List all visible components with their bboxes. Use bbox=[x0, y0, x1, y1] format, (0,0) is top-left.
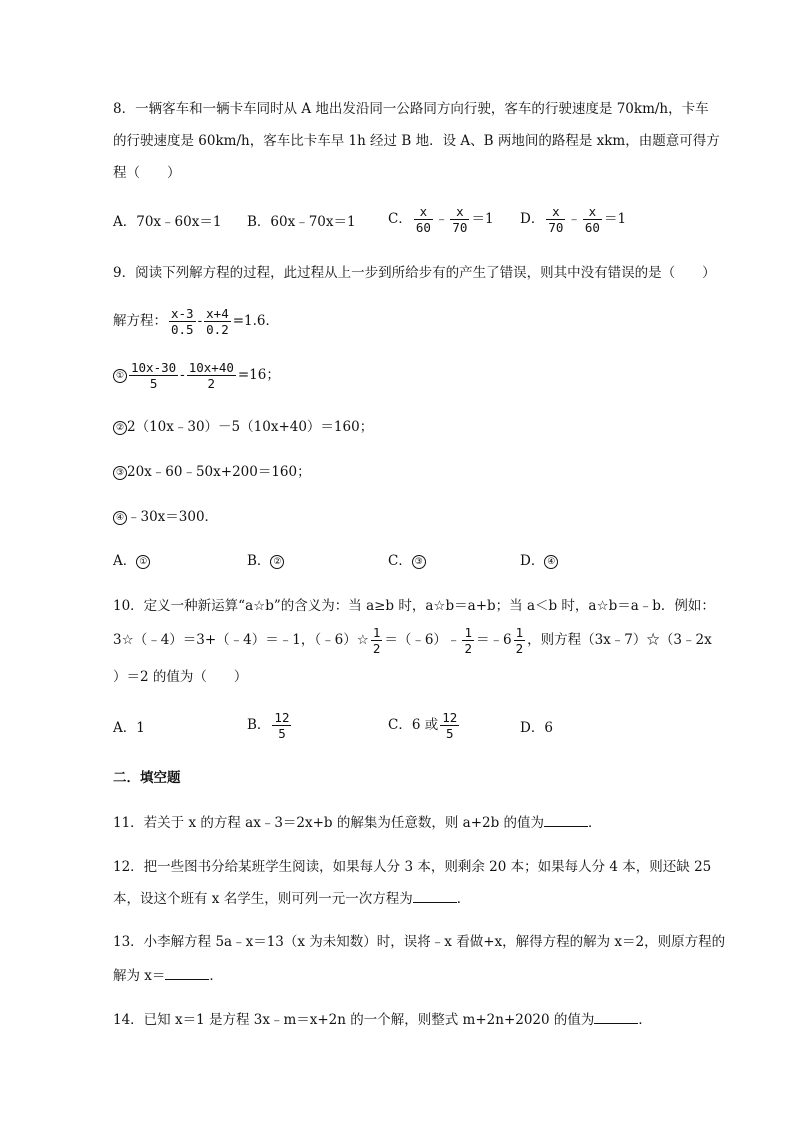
numerator: x bbox=[546, 204, 565, 220]
q14 bbox=[113, 1009, 652, 1030]
q10-line2-part-b: ＝（﹣6）﹣ bbox=[384, 632, 461, 648]
q10-line2-part-d: ，则方程（3x﹣7）☆（3﹣2x bbox=[527, 632, 712, 648]
numerator: x bbox=[583, 204, 602, 220]
q9-step2 bbox=[113, 417, 373, 437]
q9-frac2 bbox=[204, 306, 231, 337]
q10-line2 bbox=[113, 625, 712, 656]
q14-end: ． bbox=[638, 1012, 652, 1028]
minus-sign: ﹣ bbox=[567, 211, 581, 227]
q12-line1: 12．把一些图书分给某班学生阅读，如果每人分 3 本，则剩余 20 本；如果每人分 4 本，则还缺 25 bbox=[113, 859, 712, 875]
q8-option-d bbox=[520, 204, 626, 235]
q8-option-c-frac2 bbox=[450, 204, 469, 235]
q9-rhs: =1.6． bbox=[232, 313, 279, 329]
answer-blank[interactable] bbox=[544, 812, 588, 827]
numerator: 10x+40 bbox=[188, 360, 234, 375]
q14-text: 14．已知 x＝1 是方程 3x﹣m＝x+2n 的一个解，则整式 m+2n+2020 的值为 bbox=[113, 1012, 595, 1028]
numerator: 12 bbox=[442, 710, 458, 725]
q8-option-c bbox=[388, 204, 494, 235]
q9-solve-label: 解方程： bbox=[113, 313, 167, 329]
q10-option-b bbox=[247, 710, 293, 741]
denominator: 70 bbox=[452, 220, 468, 235]
denominator: 60 bbox=[415, 220, 431, 235]
q9-option-a bbox=[113, 551, 150, 571]
q12-text: 本，设这个班有 x 名学生，则可列一元一次方程为 bbox=[113, 891, 413, 907]
q13-line1: 13．小李解方程 5a﹣x＝13（x 为未知数）时，误将﹣x 看做+x，解得方程的解为 x＝2，则原方程的 bbox=[113, 934, 726, 950]
option-label: B． bbox=[247, 717, 271, 733]
one-half-fraction bbox=[514, 625, 526, 656]
q8-line2: 的行驶速度是 60km/h，客车比卡车早 1h 经过 B 地．设 A、B 两地间的路程是 xkm，由题意可得方 bbox=[113, 133, 720, 149]
denominator: 0.5 bbox=[171, 322, 194, 337]
q12-end: ． bbox=[456, 891, 471, 907]
q11 bbox=[113, 812, 602, 833]
q9-step1-frac1 bbox=[129, 360, 178, 391]
denominator: 2 bbox=[464, 641, 472, 656]
denominator: 2 bbox=[207, 376, 216, 391]
q10-line3: ）＝2 的值为（ ） bbox=[113, 669, 248, 685]
q10-option-b-frac bbox=[272, 710, 291, 741]
numerator: x-3 bbox=[171, 306, 194, 321]
q10-line1: 10．定义一种新运算“a☆b”的含义为：当 a≥b 时，a☆b＝a+b；当 a＜b 时，a☆b＝a﹣b．例如： bbox=[113, 598, 715, 614]
step-number-1-icon: ① bbox=[136, 555, 150, 569]
q9-step4 bbox=[113, 507, 218, 527]
q9-step3-text: 20x﹣60﹣50x+200＝160； bbox=[127, 464, 311, 480]
q9-equation bbox=[113, 306, 279, 337]
numerator: x bbox=[414, 204, 433, 220]
q10-line2-part-a: 3☆（﹣4）＝3+（﹣4）＝﹣1，（﹣6）☆ bbox=[113, 632, 369, 648]
section-heading: 二．填空题 bbox=[113, 770, 181, 786]
denominator: 2 bbox=[515, 641, 524, 656]
denominator: 5 bbox=[445, 726, 454, 741]
step-number-4-icon: ④ bbox=[113, 511, 127, 525]
option-label: C． bbox=[388, 553, 412, 569]
q10-option-c bbox=[388, 710, 461, 741]
q10-line2-part-c: ＝﹣6 bbox=[475, 632, 512, 648]
q10-option-c-frac bbox=[440, 710, 459, 741]
step-number-3-icon: ③ bbox=[412, 555, 426, 569]
q9-step1-tail: =16； bbox=[237, 367, 280, 383]
q9-step2-text: 2（10x﹣30）－5（10x+40）＝160； bbox=[127, 419, 374, 435]
q13-line2 bbox=[113, 965, 223, 986]
denominator: 0.2 bbox=[206, 322, 229, 337]
numerator: 1 bbox=[515, 625, 524, 640]
q8-line3: 程（ ） bbox=[113, 165, 181, 181]
numerator: 12 bbox=[274, 710, 290, 725]
q8-option-d-frac2 bbox=[583, 204, 602, 235]
option-label: B． bbox=[247, 553, 271, 569]
denominator: 60 bbox=[584, 220, 600, 235]
step-number-1-icon: ① bbox=[113, 369, 127, 383]
numerator: 10x-30 bbox=[131, 360, 177, 375]
q12-line2 bbox=[113, 888, 470, 909]
q9-option-c bbox=[388, 551, 426, 571]
q13-text: 解为 x＝ bbox=[113, 968, 166, 984]
q9-step3 bbox=[113, 462, 311, 482]
q9-line1: 9．阅读下列解方程的过程，此过程从上一步到所给步有的产生了错误，则其中没有错误的是（ ） bbox=[113, 265, 716, 281]
step-number-2-icon: ② bbox=[113, 421, 127, 435]
answer-blank[interactable] bbox=[413, 888, 457, 903]
option-label: D． bbox=[520, 553, 545, 569]
q10-option-a: A．1 bbox=[113, 720, 145, 736]
one-half-fraction bbox=[462, 625, 474, 656]
answer-blank[interactable] bbox=[165, 965, 209, 980]
q8-option-d-frac1 bbox=[546, 204, 565, 235]
q8-line1: 8．一辆客车和一辆卡车同时从 A 地出发沿同一公路同方向行驶，客车的行驶速度是 70km/h，卡车 bbox=[113, 101, 709, 117]
q9-option-d bbox=[520, 551, 558, 571]
numerator: x bbox=[450, 204, 469, 220]
step-number-2-icon: ② bbox=[270, 555, 284, 569]
q8-option-d-label: D． bbox=[520, 211, 545, 227]
option-label: C．6 或 bbox=[388, 717, 439, 733]
numerator: 1 bbox=[372, 625, 381, 640]
step-number-3-icon: ③ bbox=[113, 466, 127, 480]
q10-option-d: D．6 bbox=[520, 720, 553, 736]
q8-option-c-frac1 bbox=[414, 204, 433, 235]
answer-blank[interactable] bbox=[594, 1009, 638, 1024]
q8-option-a: A．70x﹣60x＝1 bbox=[113, 214, 222, 230]
q9-step1-frac2 bbox=[187, 360, 236, 391]
minus-sign: - bbox=[180, 367, 185, 383]
q8-option-c-tail: ＝1 bbox=[471, 211, 494, 227]
q9-step1 bbox=[113, 360, 280, 391]
q11-text: 11．若关于 x 的方程 ax﹣3＝2x+b 的解集为任意数，则 a+2b 的值为 bbox=[113, 815, 545, 831]
numerator: 1 bbox=[464, 625, 472, 640]
denominator: 5 bbox=[149, 376, 158, 391]
q9-frac1 bbox=[169, 306, 196, 337]
option-label: A． bbox=[113, 553, 137, 569]
numerator: x+4 bbox=[206, 306, 229, 321]
denominator: 70 bbox=[548, 220, 564, 235]
denominator: 2 bbox=[372, 641, 381, 656]
minus-sign: - bbox=[197, 313, 203, 329]
denominator: 5 bbox=[278, 726, 286, 741]
minus-sign: ﹣ bbox=[434, 211, 449, 227]
q9-option-b bbox=[247, 551, 284, 571]
step-number-4-icon: ④ bbox=[544, 555, 558, 569]
q11-end: ． bbox=[588, 815, 602, 831]
q8-option-c-label: C． bbox=[388, 211, 412, 227]
q8-option-d-tail: ＝1 bbox=[603, 211, 627, 227]
q13-end: ． bbox=[209, 968, 223, 984]
one-half-fraction bbox=[371, 625, 383, 656]
q9-step4-text: ﹣30x＝300． bbox=[127, 509, 219, 525]
q8-option-b: B．60x﹣70x＝1 bbox=[247, 214, 356, 230]
